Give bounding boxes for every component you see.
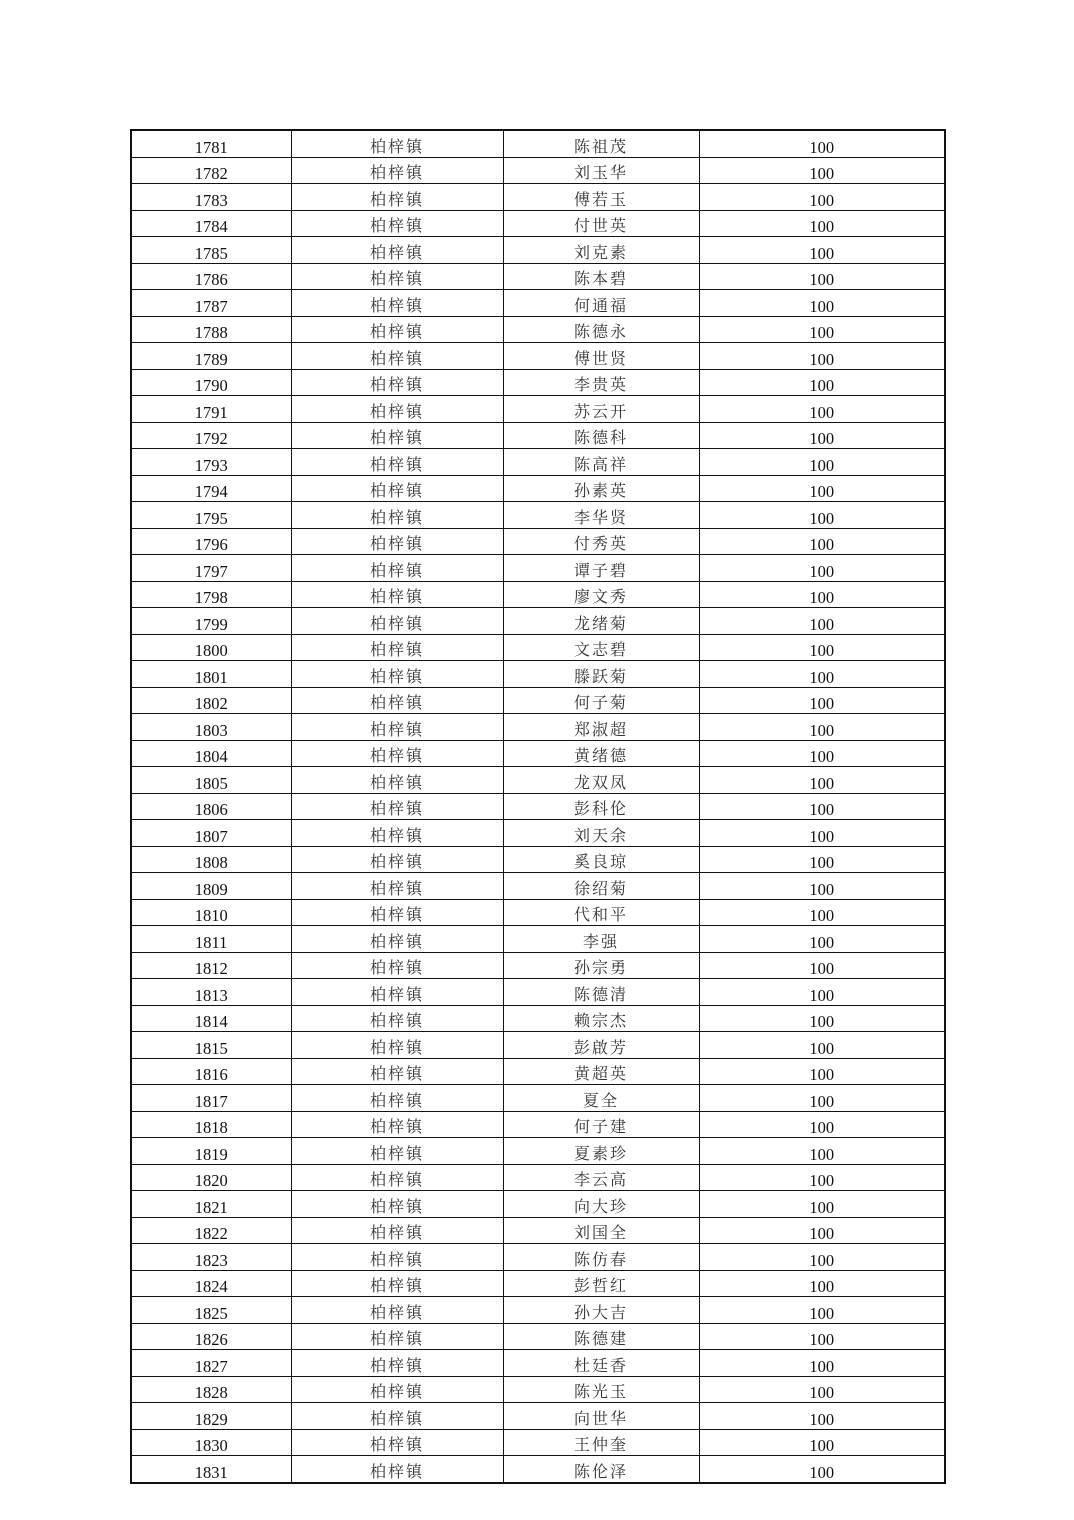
cell-name: 刘天余 <box>503 820 699 847</box>
cell-name: 奚良琼 <box>503 846 699 873</box>
cell-town: 柏梓镇 <box>291 449 503 476</box>
table-row <box>131 634 945 661</box>
cell-number: 1797 <box>131 555 291 582</box>
cell-amount: 100 <box>699 1138 945 1165</box>
cell-name: 陈本碧 <box>503 263 699 290</box>
table-row <box>131 846 945 873</box>
cell-number: 1793 <box>131 449 291 476</box>
table-row <box>131 1297 945 1324</box>
cell-town: 柏梓镇 <box>291 1058 503 1085</box>
cell-number: 1827 <box>131 1350 291 1377</box>
cell-amount: 100 <box>699 1085 945 1112</box>
cell-name: 廖文秀 <box>503 581 699 608</box>
cell-town: 柏梓镇 <box>291 369 503 396</box>
cell-town: 柏梓镇 <box>291 1297 503 1324</box>
table-row <box>131 873 945 900</box>
table-row <box>131 1111 945 1138</box>
table-row <box>131 184 945 211</box>
cell-number: 1816 <box>131 1058 291 1085</box>
cell-name: 黄绪德 <box>503 740 699 767</box>
recipient-table <box>130 129 946 1484</box>
cell-name: 夏全 <box>503 1085 699 1112</box>
table-row <box>131 157 945 184</box>
cell-name: 徐绍菊 <box>503 873 699 900</box>
cell-name: 彭科伦 <box>503 793 699 820</box>
cell-name: 王仲奎 <box>503 1429 699 1456</box>
cell-name: 陈德科 <box>503 422 699 449</box>
cell-town: 柏梓镇 <box>291 555 503 582</box>
cell-town: 柏梓镇 <box>291 661 503 688</box>
cell-name: 陈德永 <box>503 316 699 343</box>
cell-number: 1781 <box>131 130 291 157</box>
cell-number: 1799 <box>131 608 291 635</box>
cell-number: 1804 <box>131 740 291 767</box>
cell-town: 柏梓镇 <box>291 740 503 767</box>
table-row <box>131 1350 945 1377</box>
table-row <box>131 316 945 343</box>
cell-name: 文志碧 <box>503 634 699 661</box>
cell-town: 柏梓镇 <box>291 184 503 211</box>
table-row <box>131 1005 945 1032</box>
cell-number: 1810 <box>131 899 291 926</box>
cell-name: 刘国全 <box>503 1217 699 1244</box>
cell-town: 柏梓镇 <box>291 767 503 794</box>
table-row <box>131 820 945 847</box>
cell-name: 陈德建 <box>503 1323 699 1350</box>
cell-amount: 100 <box>699 1403 945 1430</box>
cell-name: 黄超英 <box>503 1058 699 1085</box>
table-row <box>131 899 945 926</box>
cell-town: 柏梓镇 <box>291 1244 503 1271</box>
table-row <box>131 1138 945 1165</box>
table-row <box>131 1244 945 1271</box>
cell-number: 1819 <box>131 1138 291 1165</box>
cell-name: 谭子碧 <box>503 555 699 582</box>
cell-amount: 100 <box>699 528 945 555</box>
cell-amount: 100 <box>699 210 945 237</box>
cell-amount: 100 <box>699 1111 945 1138</box>
cell-amount: 100 <box>699 873 945 900</box>
cell-town: 柏梓镇 <box>291 1191 503 1218</box>
cell-number: 1806 <box>131 793 291 820</box>
cell-town: 柏梓镇 <box>291 210 503 237</box>
cell-number: 1788 <box>131 316 291 343</box>
cell-name: 陈伦泽 <box>503 1456 699 1483</box>
cell-amount: 100 <box>699 687 945 714</box>
cell-number: 1800 <box>131 634 291 661</box>
cell-amount: 100 <box>699 952 945 979</box>
cell-town: 柏梓镇 <box>291 634 503 661</box>
cell-town: 柏梓镇 <box>291 263 503 290</box>
cell-number: 1818 <box>131 1111 291 1138</box>
cell-amount: 100 <box>699 714 945 741</box>
cell-town: 柏梓镇 <box>291 1456 503 1483</box>
table-row <box>131 343 945 370</box>
table-body <box>131 130 945 1483</box>
table-row <box>131 1376 945 1403</box>
cell-name: 陈高祥 <box>503 449 699 476</box>
cell-name: 郑淑超 <box>503 714 699 741</box>
cell-number: 1829 <box>131 1403 291 1430</box>
cell-number: 1789 <box>131 343 291 370</box>
table-row <box>131 926 945 953</box>
cell-town: 柏梓镇 <box>291 396 503 423</box>
cell-town: 柏梓镇 <box>291 1111 503 1138</box>
cell-name: 滕跃菊 <box>503 661 699 688</box>
cell-number: 1798 <box>131 581 291 608</box>
cell-town: 柏梓镇 <box>291 422 503 449</box>
cell-town: 柏梓镇 <box>291 1323 503 1350</box>
cell-name: 彭哲红 <box>503 1270 699 1297</box>
cell-number: 1820 <box>131 1164 291 1191</box>
cell-name: 向大珍 <box>503 1191 699 1218</box>
table-row <box>131 1323 945 1350</box>
table-row <box>131 1217 945 1244</box>
cell-name: 龙双凤 <box>503 767 699 794</box>
cell-amount: 100 <box>699 290 945 317</box>
cell-number: 1786 <box>131 263 291 290</box>
table-row <box>131 1032 945 1059</box>
cell-town: 柏梓镇 <box>291 1032 503 1059</box>
cell-amount: 100 <box>699 369 945 396</box>
cell-number: 1784 <box>131 210 291 237</box>
cell-amount: 100 <box>699 1005 945 1032</box>
cell-amount: 100 <box>699 926 945 953</box>
cell-number: 1802 <box>131 687 291 714</box>
cell-town: 柏梓镇 <box>291 1005 503 1032</box>
cell-amount: 100 <box>699 1032 945 1059</box>
table-row <box>131 290 945 317</box>
cell-number: 1792 <box>131 422 291 449</box>
cell-number: 1826 <box>131 1323 291 1350</box>
cell-town: 柏梓镇 <box>291 343 503 370</box>
cell-name: 彭啟芳 <box>503 1032 699 1059</box>
cell-name: 孙素英 <box>503 475 699 502</box>
cell-name: 向世华 <box>503 1403 699 1430</box>
table-row <box>131 1085 945 1112</box>
cell-name: 刘克素 <box>503 237 699 264</box>
cell-name: 孙宗勇 <box>503 952 699 979</box>
table-row <box>131 502 945 529</box>
table-row <box>131 475 945 502</box>
cell-amount: 100 <box>699 316 945 343</box>
table-row <box>131 1191 945 1218</box>
cell-name: 苏云开 <box>503 396 699 423</box>
cell-number: 1815 <box>131 1032 291 1059</box>
cell-town: 柏梓镇 <box>291 1376 503 1403</box>
cell-town: 柏梓镇 <box>291 979 503 1006</box>
cell-number: 1808 <box>131 846 291 873</box>
cell-number: 1782 <box>131 157 291 184</box>
cell-town: 柏梓镇 <box>291 528 503 555</box>
cell-name: 陈仿春 <box>503 1244 699 1271</box>
cell-amount: 100 <box>699 396 945 423</box>
cell-town: 柏梓镇 <box>291 1138 503 1165</box>
table-row <box>131 740 945 767</box>
cell-number: 1805 <box>131 767 291 794</box>
cell-town: 柏梓镇 <box>291 237 503 264</box>
table-row <box>131 237 945 264</box>
cell-town: 柏梓镇 <box>291 1217 503 1244</box>
cell-number: 1825 <box>131 1297 291 1324</box>
cell-number: 1807 <box>131 820 291 847</box>
cell-amount: 100 <box>699 793 945 820</box>
cell-town: 柏梓镇 <box>291 846 503 873</box>
cell-amount: 100 <box>699 899 945 926</box>
cell-name: 夏素珍 <box>503 1138 699 1165</box>
cell-amount: 100 <box>699 263 945 290</box>
cell-name: 何子菊 <box>503 687 699 714</box>
cell-number: 1828 <box>131 1376 291 1403</box>
cell-amount: 100 <box>699 1058 945 1085</box>
cell-amount: 100 <box>699 555 945 582</box>
cell-number: 1801 <box>131 661 291 688</box>
table-row <box>131 422 945 449</box>
cell-amount: 100 <box>699 740 945 767</box>
cell-town: 柏梓镇 <box>291 581 503 608</box>
cell-number: 1824 <box>131 1270 291 1297</box>
cell-town: 柏梓镇 <box>291 820 503 847</box>
cell-name: 李华贤 <box>503 502 699 529</box>
cell-town: 柏梓镇 <box>291 1164 503 1191</box>
cell-name: 付世英 <box>503 210 699 237</box>
table-row <box>131 979 945 1006</box>
cell-town: 柏梓镇 <box>291 793 503 820</box>
table-row <box>131 1429 945 1456</box>
table-row <box>131 369 945 396</box>
cell-name: 陈光玉 <box>503 1376 699 1403</box>
cell-amount: 100 <box>699 422 945 449</box>
cell-town: 柏梓镇 <box>291 899 503 926</box>
cell-amount: 100 <box>699 1270 945 1297</box>
cell-name: 代和平 <box>503 899 699 926</box>
table-row <box>131 1164 945 1191</box>
cell-town: 柏梓镇 <box>291 1403 503 1430</box>
cell-amount: 100 <box>699 1456 945 1483</box>
cell-number: 1813 <box>131 979 291 1006</box>
cell-amount: 100 <box>699 1217 945 1244</box>
cell-number: 1783 <box>131 184 291 211</box>
cell-town: 柏梓镇 <box>291 873 503 900</box>
table-row <box>131 581 945 608</box>
cell-name: 杜廷香 <box>503 1350 699 1377</box>
cell-name: 付秀英 <box>503 528 699 555</box>
cell-amount: 100 <box>699 130 945 157</box>
cell-name: 陈德清 <box>503 979 699 1006</box>
cell-amount: 100 <box>699 343 945 370</box>
table-row <box>131 793 945 820</box>
table-row <box>131 952 945 979</box>
cell-number: 1796 <box>131 528 291 555</box>
cell-name: 孙大吉 <box>503 1297 699 1324</box>
cell-amount: 100 <box>699 767 945 794</box>
cell-amount: 100 <box>699 237 945 264</box>
table-row <box>131 396 945 423</box>
cell-name: 李贵英 <box>503 369 699 396</box>
cell-town: 柏梓镇 <box>291 502 503 529</box>
cell-number: 1803 <box>131 714 291 741</box>
cell-amount: 100 <box>699 820 945 847</box>
cell-town: 柏梓镇 <box>291 130 503 157</box>
cell-amount: 100 <box>699 1350 945 1377</box>
table-row <box>131 130 945 157</box>
cell-number: 1785 <box>131 237 291 264</box>
cell-name: 龙绪菊 <box>503 608 699 635</box>
cell-number: 1791 <box>131 396 291 423</box>
cell-number: 1811 <box>131 926 291 953</box>
cell-amount: 100 <box>699 1323 945 1350</box>
cell-town: 柏梓镇 <box>291 316 503 343</box>
cell-number: 1809 <box>131 873 291 900</box>
cell-amount: 100 <box>699 581 945 608</box>
cell-number: 1830 <box>131 1429 291 1456</box>
table-row <box>131 687 945 714</box>
cell-amount: 100 <box>699 846 945 873</box>
cell-amount: 100 <box>699 184 945 211</box>
table-row <box>131 528 945 555</box>
cell-name: 刘玉华 <box>503 157 699 184</box>
cell-town: 柏梓镇 <box>291 1350 503 1377</box>
cell-amount: 100 <box>699 661 945 688</box>
cell-number: 1795 <box>131 502 291 529</box>
cell-amount: 100 <box>699 1297 945 1324</box>
cell-number: 1817 <box>131 1085 291 1112</box>
cell-number: 1794 <box>131 475 291 502</box>
cell-amount: 100 <box>699 1164 945 1191</box>
cell-number: 1812 <box>131 952 291 979</box>
cell-number: 1822 <box>131 1217 291 1244</box>
cell-amount: 100 <box>699 1191 945 1218</box>
cell-number: 1823 <box>131 1244 291 1271</box>
table-row <box>131 263 945 290</box>
cell-name: 何子建 <box>503 1111 699 1138</box>
cell-name: 赖宗杰 <box>503 1005 699 1032</box>
table-row <box>131 608 945 635</box>
table-row <box>131 767 945 794</box>
table-row <box>131 1270 945 1297</box>
cell-amount: 100 <box>699 475 945 502</box>
cell-town: 柏梓镇 <box>291 714 503 741</box>
table-row <box>131 449 945 476</box>
cell-amount: 100 <box>699 1429 945 1456</box>
cell-town: 柏梓镇 <box>291 687 503 714</box>
cell-number: 1831 <box>131 1456 291 1483</box>
cell-town: 柏梓镇 <box>291 608 503 635</box>
cell-name: 傅若玉 <box>503 184 699 211</box>
table-row <box>131 714 945 741</box>
cell-amount: 100 <box>699 502 945 529</box>
cell-town: 柏梓镇 <box>291 1270 503 1297</box>
cell-amount: 100 <box>699 157 945 184</box>
cell-number: 1814 <box>131 1005 291 1032</box>
cell-town: 柏梓镇 <box>291 1085 503 1112</box>
cell-amount: 100 <box>699 1244 945 1271</box>
cell-amount: 100 <box>699 634 945 661</box>
cell-name: 陈祖茂 <box>503 130 699 157</box>
cell-town: 柏梓镇 <box>291 926 503 953</box>
table-row <box>131 210 945 237</box>
cell-name: 李强 <box>503 926 699 953</box>
cell-town: 柏梓镇 <box>291 290 503 317</box>
cell-town: 柏梓镇 <box>291 157 503 184</box>
table-row <box>131 1403 945 1430</box>
cell-amount: 100 <box>699 1376 945 1403</box>
cell-name: 傅世贤 <box>503 343 699 370</box>
table-row <box>131 661 945 688</box>
table-row <box>131 555 945 582</box>
cell-number: 1787 <box>131 290 291 317</box>
cell-amount: 100 <box>699 608 945 635</box>
cell-name: 何通福 <box>503 290 699 317</box>
cell-amount: 100 <box>699 979 945 1006</box>
table-row <box>131 1456 945 1483</box>
cell-name: 李云高 <box>503 1164 699 1191</box>
cell-number: 1790 <box>131 369 291 396</box>
cell-amount: 100 <box>699 449 945 476</box>
cell-town: 柏梓镇 <box>291 1429 503 1456</box>
cell-town: 柏梓镇 <box>291 952 503 979</box>
cell-town: 柏梓镇 <box>291 475 503 502</box>
table-row <box>131 1058 945 1085</box>
cell-number: 1821 <box>131 1191 291 1218</box>
